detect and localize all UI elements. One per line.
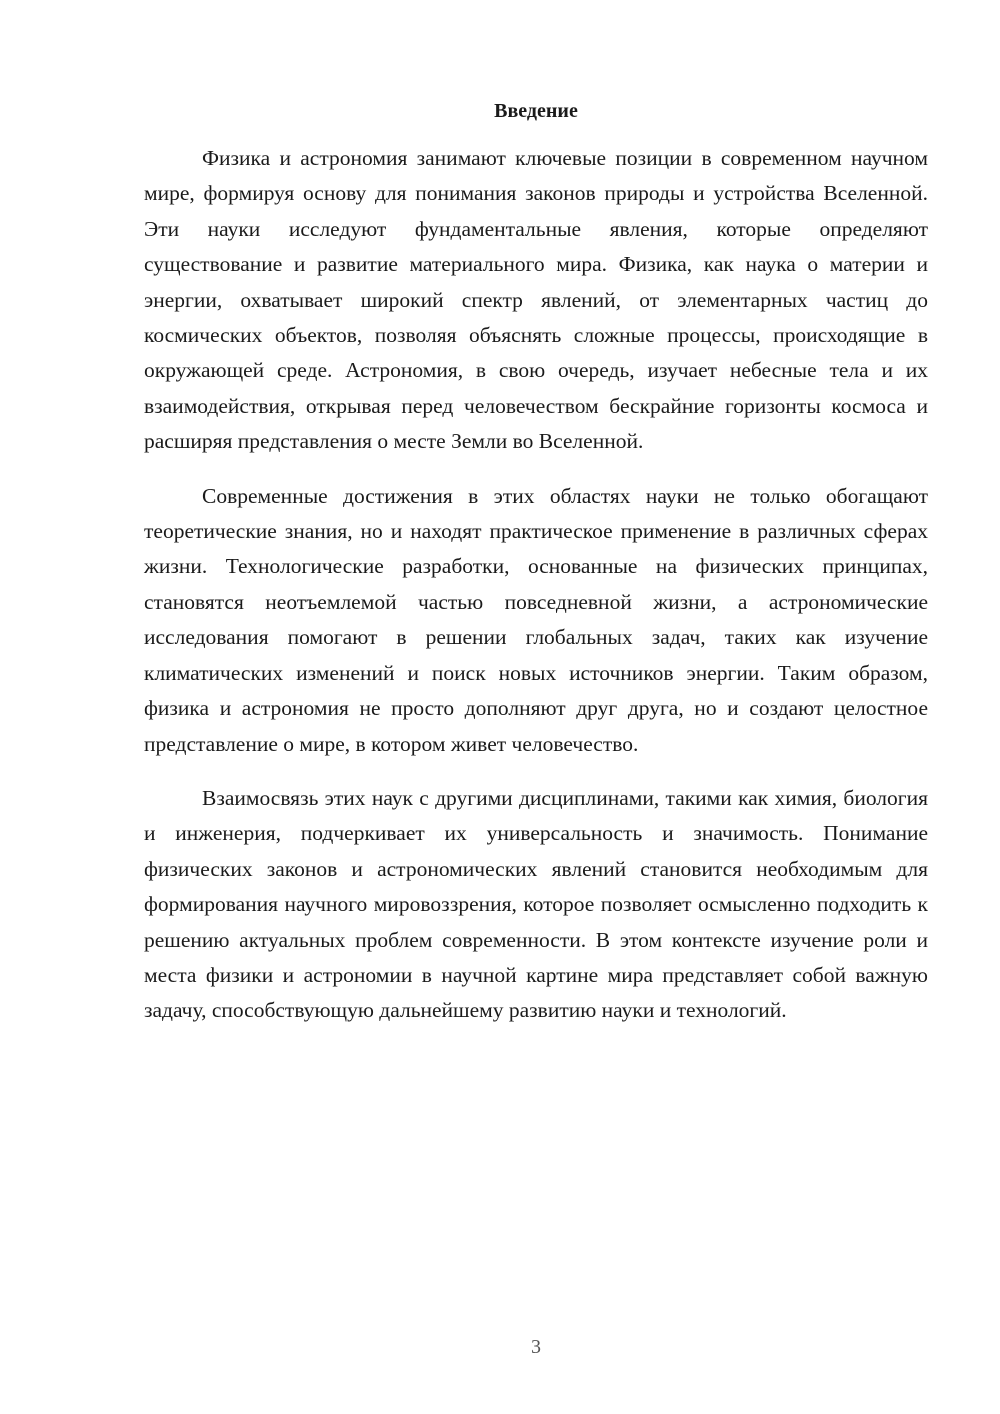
paragraph-1: Физика и астрономия занимают ключевые позиции в современном научном мире, формируя основу для понимания законов природы и устройства Вселенной. Эти науки исследуют фундаментальные явления, которые определяют существование и развитие материального мира. Физика, как наука о материи и энергии, охватывает широкий спектр явлений, от элементарных частиц до космических объектов, позволяя объяснять сложные процессы, происходящие в окружающей среде. Астрономия, в свою очередь, изучает небесные тела и их взаимодействия, открывая перед человечеством бескрайние горизонты космоса и расширяя представления о месте Земли во Вселенной. (144, 146, 928, 454)
section-heading: Введение (494, 100, 578, 122)
paragraph-3: Взаимосвязь этих наук с другими дисциплинами, такими как химия, биология и инженерия, подчеркивает их универсальность и значимость. Понимание физических законов и астрономических явлений становится необходимым для формирования научного мировоззрения, которое позволяет осмысленно подходить к решению актуальных проблем современности. В этом контексте изучение роли и места физики и астрономии в научной картине мира представляет собой важную задачу, способствующую дальнейшему развитию науки и технологий. (144, 785, 928, 1023)
page-number: 3 (531, 1336, 541, 1358)
body-text (144, 141, 928, 1029)
paragraph-2: Современные достижения в этих областях науки не только обогащают теоретические знания, но и находят практическое применение в различных сферах жизни. Технологические разработки, основанные на физических принципах, становятся неотъемлемой частью повседневной жизни, а астрономические исследования помогают в решении глобальных задач, таких как изучение климатических изменений и поиск новых источников энергии. Таким образом, физика и астрономия не просто дополняют друг друга, но и создают целостное представление о мире, в котором живет человечество. (144, 483, 928, 756)
